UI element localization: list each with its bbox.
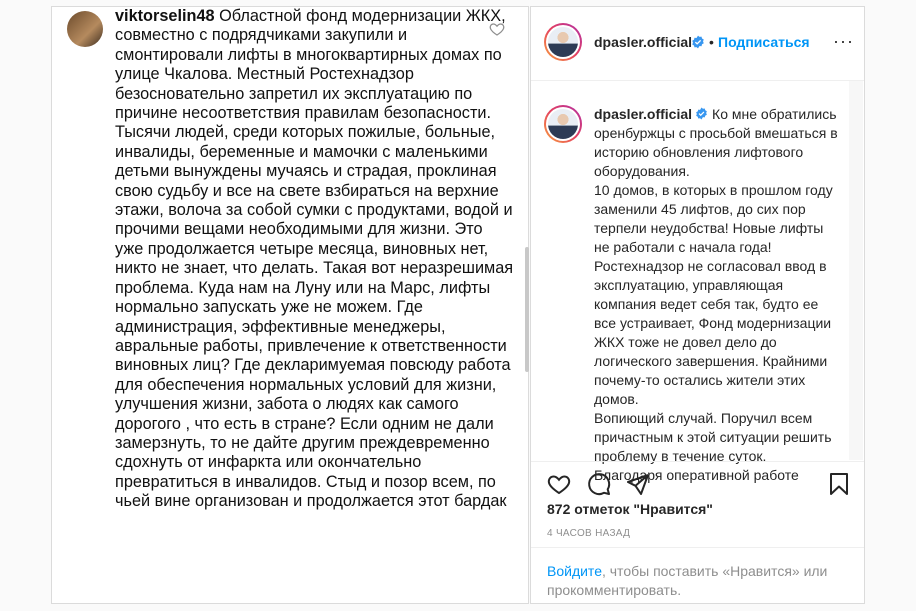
caption-paragraph: 10 домов, в которых в прошлом году заменили 45 лифтов, до сих пор терпели неудобства! Новые лифты не работали с начала года! Ростехнадзор не согласовал ввод в эксплуатацию, управляющая компания ведет себя так, будто ее все устраивает, Фонд модернизации ЖКХ тоже не довел дело до логического завершения. Крайними почему-то остались жители этих домов. xyxy=(594,182,833,407)
post-card xyxy=(530,6,865,604)
caption-paragraph: Вопиющий случай. Поручил всем причастным к этой ситуации решить проблему в течение суток. xyxy=(594,410,832,464)
post-caption-area xyxy=(531,81,849,483)
caption-username[interactable]: dpasler.official xyxy=(594,106,693,122)
heart-icon[interactable] xyxy=(547,472,571,496)
comment-scrollbar[interactable] xyxy=(525,247,529,372)
heart-icon[interactable] xyxy=(489,21,505,37)
verified-badge-icon xyxy=(691,35,705,49)
likes-count[interactable]: 872 отметок "Нравится" xyxy=(547,501,713,517)
comment-panel xyxy=(51,6,529,604)
verified-badge-icon xyxy=(695,107,708,120)
bookmark-icon[interactable] xyxy=(827,472,851,496)
post-header xyxy=(531,7,864,81)
caption-paragraph: Благодаря оперативной работе xyxy=(594,467,799,483)
login-prompt-rest: , чтобы поставить «Нравится» или прокомментировать. xyxy=(547,563,828,598)
header-separator: • xyxy=(709,34,714,50)
caption-author-avatar[interactable] xyxy=(544,105,582,143)
author-username[interactable]: dpasler.official xyxy=(594,34,693,50)
commenter-avatar[interactable] xyxy=(67,11,103,47)
share-icon[interactable] xyxy=(626,472,650,496)
commenter-username[interactable]: viktorselin48 xyxy=(115,7,215,25)
caption-paragraph: Ко мне обратились оренбуржцы с просьбой вмешаться в историю обновления лифтового оборудования. xyxy=(594,106,838,179)
author-avatar[interactable] xyxy=(544,23,582,61)
login-prompt xyxy=(531,547,864,606)
login-link[interactable]: Войдите xyxy=(547,563,602,579)
comment-icon[interactable] xyxy=(587,472,611,496)
more-options-icon[interactable]: ··· xyxy=(833,31,854,51)
caption-scrollbar[interactable] xyxy=(849,81,863,460)
comment-body xyxy=(115,7,515,512)
post-caption xyxy=(594,105,842,485)
follow-button[interactable]: Подписаться xyxy=(718,34,810,50)
comment-text: Областной фонд модернизации ЖКХ, совместно с подрядчиками закупили и смонтировали лифты в многоквартирных домах по улице Чкалова. Местный Ростехнадзор безосновательно запретил их эксплуатацию по причине несоответствия правилам безопасности. Тысячи людей, среди которых пожилые, больные, инвалиды, беременные и мамочки с маленькими детьми вынуждены мучаясь и страдая, проклиная свою судьбу и все на свете взбираться на верхние этажи, волоча за собой сумки с продуктами, водой и прочими вещами необходимыми для жизни. Это уже продолжается четыре месяца, виновных нет, никто не знает, что делать. Такая вот неразрешимая проблема. Куда нам на Луну или на Марс, лифты нормально запускать уже не можем. Где администрация, эффективные менеджеры, авральные работы, привлечение к ответственности виновных лиц? Где декларимуемая повсюду работа для обеспечения нормальных условий для жизни, улучшения жизни, забота о людях как самого дорогого , что есть в стране? Если одним не дали замерзнуть, то не дайте другим преждевременно сдохнуть от инфаркта или окончательно превратиться в инвалидов. Стыд и позор всем, по чьей вине организован и продолжается этот бардак xyxy=(115,7,514,511)
post-timestamp[interactable]: 4 ЧАСОВ НАЗАД xyxy=(547,528,631,539)
login-prompt-text xyxy=(547,562,847,600)
